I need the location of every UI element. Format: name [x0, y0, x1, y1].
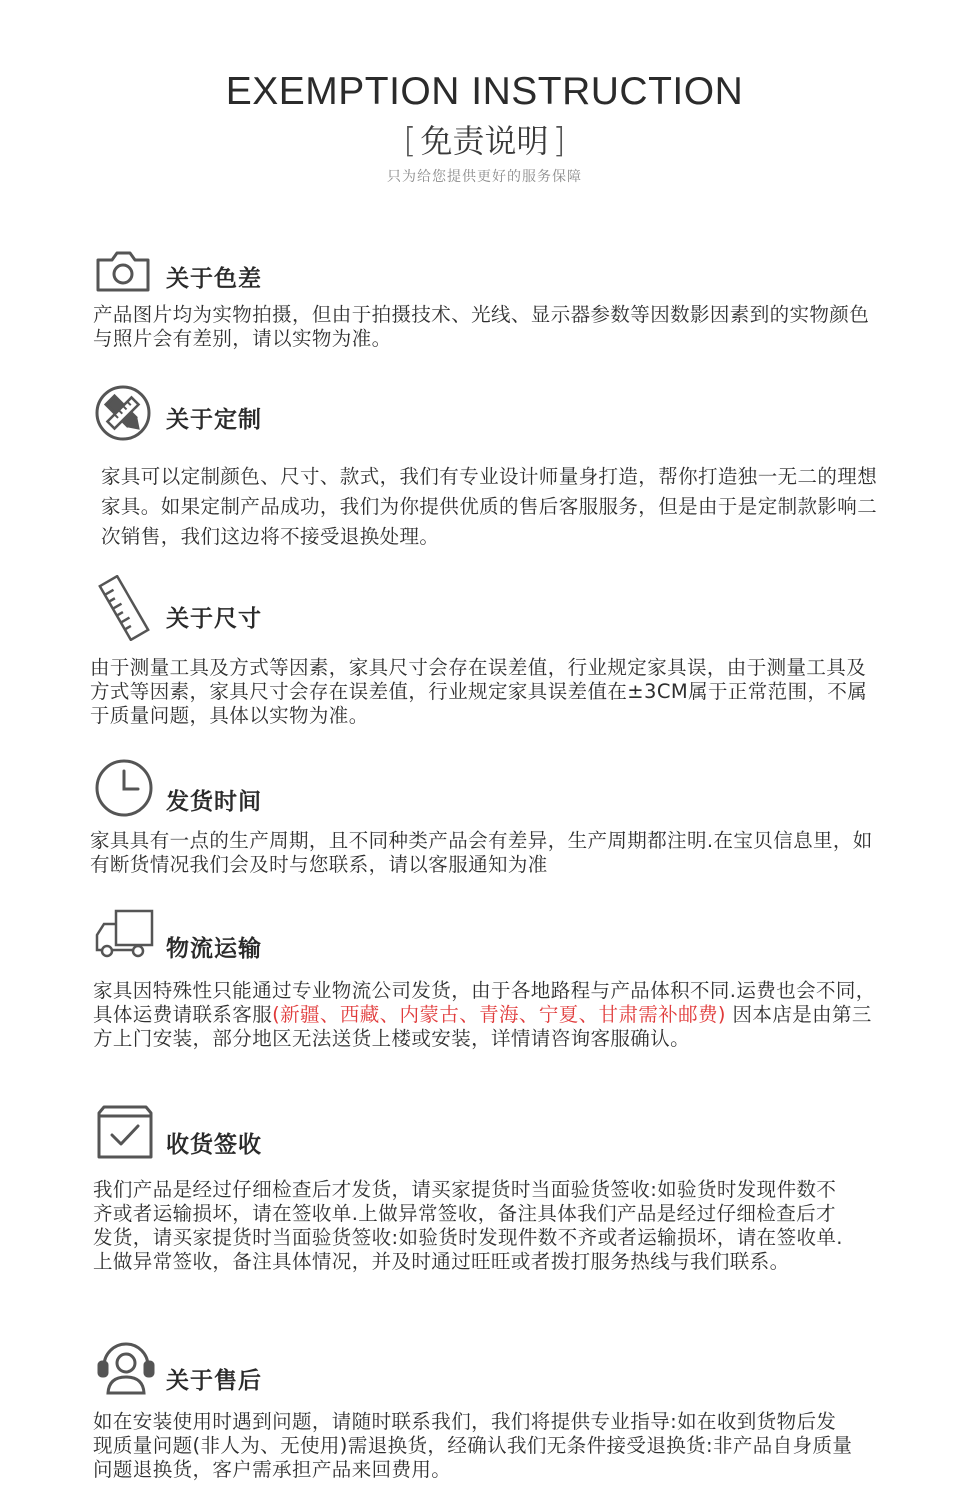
page-title-cn-text: 免责说明	[420, 122, 549, 160]
logistics-remote-areas: (新疆、西藏、内蒙古、青海、宁夏、甘肃需补邮费)	[272, 1003, 726, 1026]
section-body-custom: 家具可以定制颜色、尺寸、款式，我们有专业设计师量身打造，帮你打造独一无二的理想家具。如果定制产品成功，我们为你提供优质的售后客服服务，但是由于是定制款影响二次销售，我们这边将不接受退换处理。	[101, 465, 878, 548]
section-body-receipt: 我们产品是经过仔细检查后才发货，请买家提货时当面验货签收:如验货时发现件数不齐或者运输损坏，请在签收单.上做异常签收，备注具体我们产品是经过仔细检查后才发货，请买家提货时当面验货签收:如验货时发现件数不齐或者运输损坏，请在签收单.上做异常签收，备注具体情况，并及时通过旺旺或者拨打服务热线与我们联系。	[93, 1178, 843, 1273]
section-body-shipping-time: 家具具有一点的生产周期，且不同种类产品会有差异，生产周期都注明.在宝贝信息里，如有断货情况我们会及时与您联系，请以客服通知为准	[90, 829, 873, 876]
truck-icon	[94, 908, 156, 960]
section-title-size: 关于尺寸	[166, 606, 262, 632]
ruler-icon	[94, 575, 154, 641]
section-title-receipt: 收货签收	[166, 1132, 262, 1158]
logistics-text-1: 家具因特殊性只能通过专业物流公司发货，由于各地路程与产品体积不同.运费也会不同，具体运费请联系客服	[93, 979, 876, 1026]
page-title-cn	[0, 116, 969, 162]
section-body-after-sales: 如在安装使用时遇到问题，请随时联系我们，我们将提供专业指导:如在收到货物后发现质量问题(非人为、无使用)需退换货，经确认我们无条件接受退换货:非产品自身质量问题退换货，客户需承担产品来回费用。	[93, 1410, 853, 1481]
section-body-color: 产品图片均为实物拍摄，但由于拍摄技术、光线、显示器参数等因数影因素到的实物颜色与照片会有差别，请以实物为准。	[93, 303, 870, 350]
checkbox-icon	[96, 1104, 154, 1160]
section-title-shipping-time: 发货时间	[166, 789, 262, 815]
section-body-logistics	[93, 979, 878, 1051]
bracket-right: ]	[552, 121, 566, 161]
headset-agent-icon	[96, 1336, 156, 1396]
camera-icon	[94, 248, 152, 294]
pencil-ruler-icon	[94, 384, 152, 442]
clock-icon	[94, 758, 154, 818]
page-title-en: EXEMPTION INSTRUCTION	[225, 70, 744, 113]
section-title-logistics: 物流运输	[166, 936, 262, 962]
section-title-color: 关于色差	[166, 266, 262, 292]
logistics-text-2: 因本店是由第三方上门安装，部分地区无法送货上楼或安装，详情请咨询客服确认。	[93, 1003, 872, 1050]
page-subtitle: 只为给您提供更好的服务保障	[387, 169, 582, 185]
section-body-size: 由于测量工具及方式等因素，家具尺寸会存在误差值，行业规定家具误，由于测量工具及方式等因素，家具尺寸会存在误差值，行业规定家具误差值在±3CM属于正常范围，不属于质量问题，具体以实物为准。	[90, 656, 868, 727]
section-title-after-sales: 关于售后	[166, 1368, 262, 1394]
bracket-left: [	[403, 121, 417, 161]
section-title-custom: 关于定制	[166, 407, 262, 433]
